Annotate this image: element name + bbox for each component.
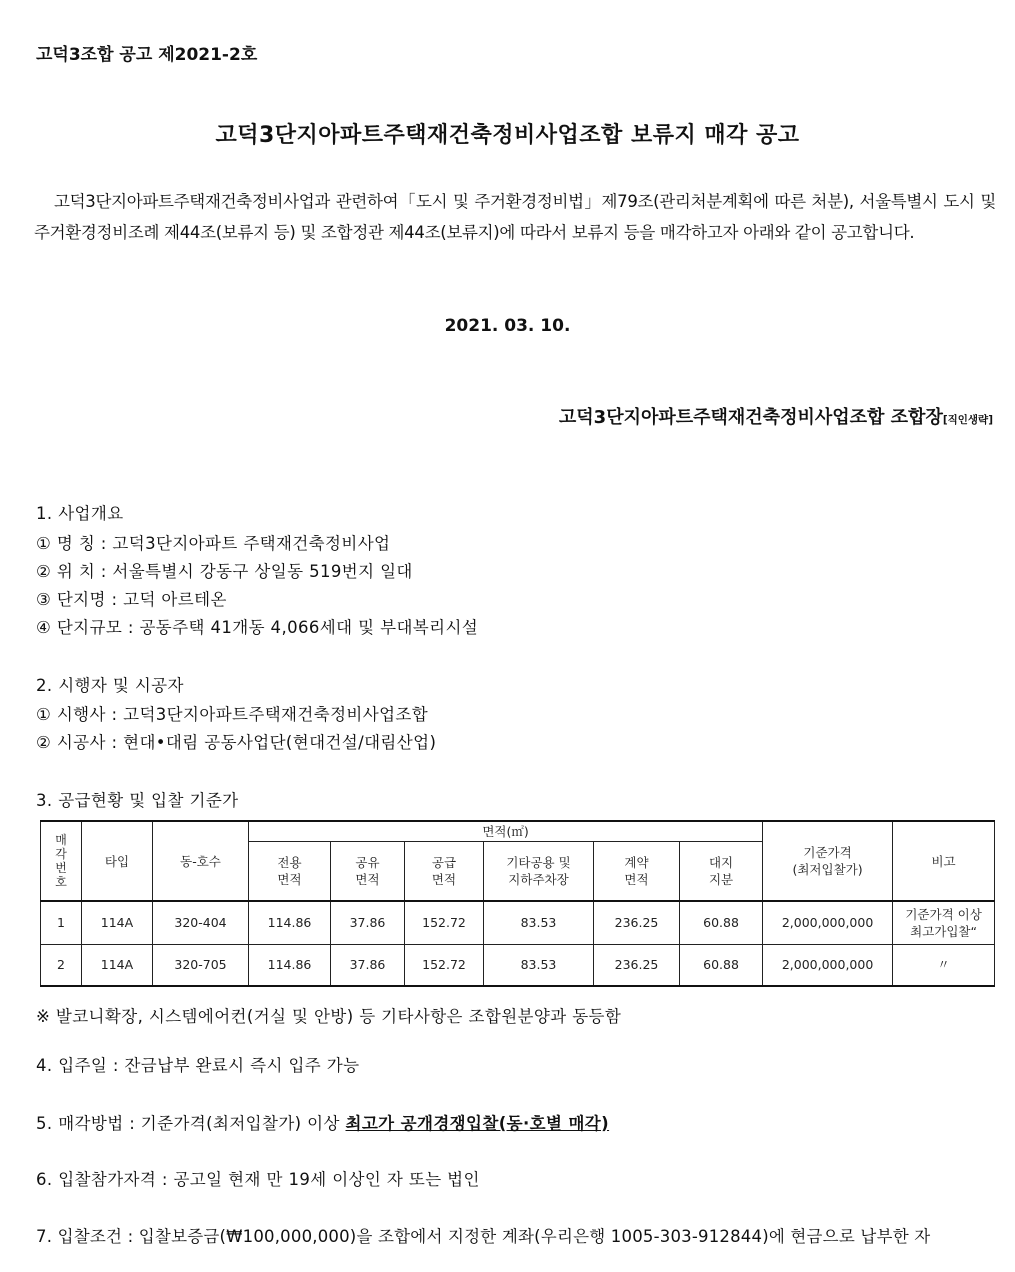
cell-land-share: 60.88 [680,944,763,986]
table-row [41,901,995,944]
section1-item: ① 명 칭 : 고덕3단지아파트 주택재건축정비사업 [36,534,391,553]
cell-supply-area: 152.72 [405,901,484,944]
section1-item: ③ 단지명 : 고덕 아르테온 [36,590,227,609]
cell-type: 114A [82,901,153,944]
header-note: 비고 [893,821,995,901]
notice-date: 2021. 03. 10. [444,316,571,336]
cell-shared-area: 37.86 [331,944,405,986]
supply-table [40,820,995,987]
cell-base-price: 2,000,000,000 [763,901,893,944]
cell-exclusive-area: 114.86 [249,901,331,944]
cell-base-price: 2,000,000,000 [763,944,893,986]
section2-item: ② 시공사 : 현대•대림 공동사업단(현대건설/대림산업) [36,733,437,752]
cell-exclusive-area: 114.86 [249,944,331,986]
section4-move-in: 4. 입주일 : 잔금납부 완료시 즉시 입주 가능 [36,1056,360,1075]
section1-item: ② 위 치 : 서울특별시 강동구 상일동 519번지 일대 [36,562,413,581]
document-title: 고덕3단지아파트주택재건축정비사업조합 보류지 매각 공고 [215,123,800,148]
header-contract-area: 계약 면적 [594,841,680,901]
cell-land-share: 60.88 [680,901,763,944]
cell-supply-area: 152.72 [405,944,484,986]
cell-unit: 320-705 [153,944,249,986]
cell-unit: 320-404 [153,901,249,944]
cell-no: 2 [41,944,82,986]
cell-contract-area: 236.25 [594,944,680,986]
cell-other-common-area: 83.53 [484,944,594,986]
section6-eligibility: 6. 입찰참가자격 : 공고일 현재 만 19세 이상인 자 또는 법인 [36,1170,480,1189]
cell-other-common-area: 83.53 [484,901,594,944]
cell-no: 1 [41,901,82,944]
section5-prefix: 5. 매각방법 : 기준가격(최저입찰가) 이상 [36,1114,346,1133]
notice-number: 고덕3조합 공고 제2021-2호 [36,45,258,65]
section5-highlight: 최고가 공개경쟁입찰(동·호별 매각) [345,1114,610,1133]
section1-heading: 1. 사업개요 [36,504,124,523]
section3-heading: 3. 공급현황 및 입찰 기준가 [36,791,239,810]
header-sale-number: 매 각 번 호 [41,821,82,901]
cell-note: 기준가격 이상 최고가입찰“ [893,901,995,944]
section2-item: ① 시행사 : 고덕3단지아파트주택재건축정비사업조합 [36,705,429,724]
intro-paragraph: 고덕3단지아파트주택재건축정비사업과 관련하여「도시 및 주거환경정비법」제79조(관리처분계획에 따른 처분), 서울특별시 도시 및 주거환경정비조례 제44조(보류지 등) 및 조합정관 제44조(보류지)에 따라서 보류지 등을 매각하고자 아래와 같이 공고합니다. [34,192,996,242]
seal-omitted-note: [직인생략] [942,414,993,426]
section7-conditions: 7. 입찰조건 : 입찰보증금(₩100,000,000)을 조합에서 지정한 계좌(우리은행 1005-303-912844)에 현금으로 납부한 자 [36,1227,931,1246]
cell-note: 〃 [893,944,995,986]
header-shared-area: 공유 면적 [331,841,405,901]
header-area-group: 면적(㎡) [249,821,763,841]
header-unit: 동-호수 [153,821,249,901]
signer [559,403,993,429]
header-type: 타입 [82,821,153,901]
section5-sale-method [36,1110,609,1134]
table-footnote: ※ 발코니확장, 시스템에어컨(거실 및 안방) 등 기타사항은 조합원분양과 동등함 [36,1007,622,1026]
header-supply-area: 공급 면적 [405,841,484,901]
signer-name: 고덕3단지아파트주택재건축정비사업조합 조합장 [558,407,943,428]
table-row [41,944,995,986]
cell-contract-area: 236.25 [594,901,680,944]
cell-shared-area: 37.86 [331,901,405,944]
header-other-common-area: 기타공용 및 지하주차장 [484,841,594,901]
header-base-price: 기준가격 (최저입찰가) [763,821,893,901]
header-exclusive-area: 전용 면적 [249,841,331,901]
section2-heading: 2. 시행자 및 시공자 [36,676,184,695]
cell-type: 114A [82,944,153,986]
section1-item: ④ 단지규모 : 공동주택 41개동 4,066세대 및 부대복리시설 [36,618,479,637]
header-land-share: 대지 지분 [680,841,763,901]
